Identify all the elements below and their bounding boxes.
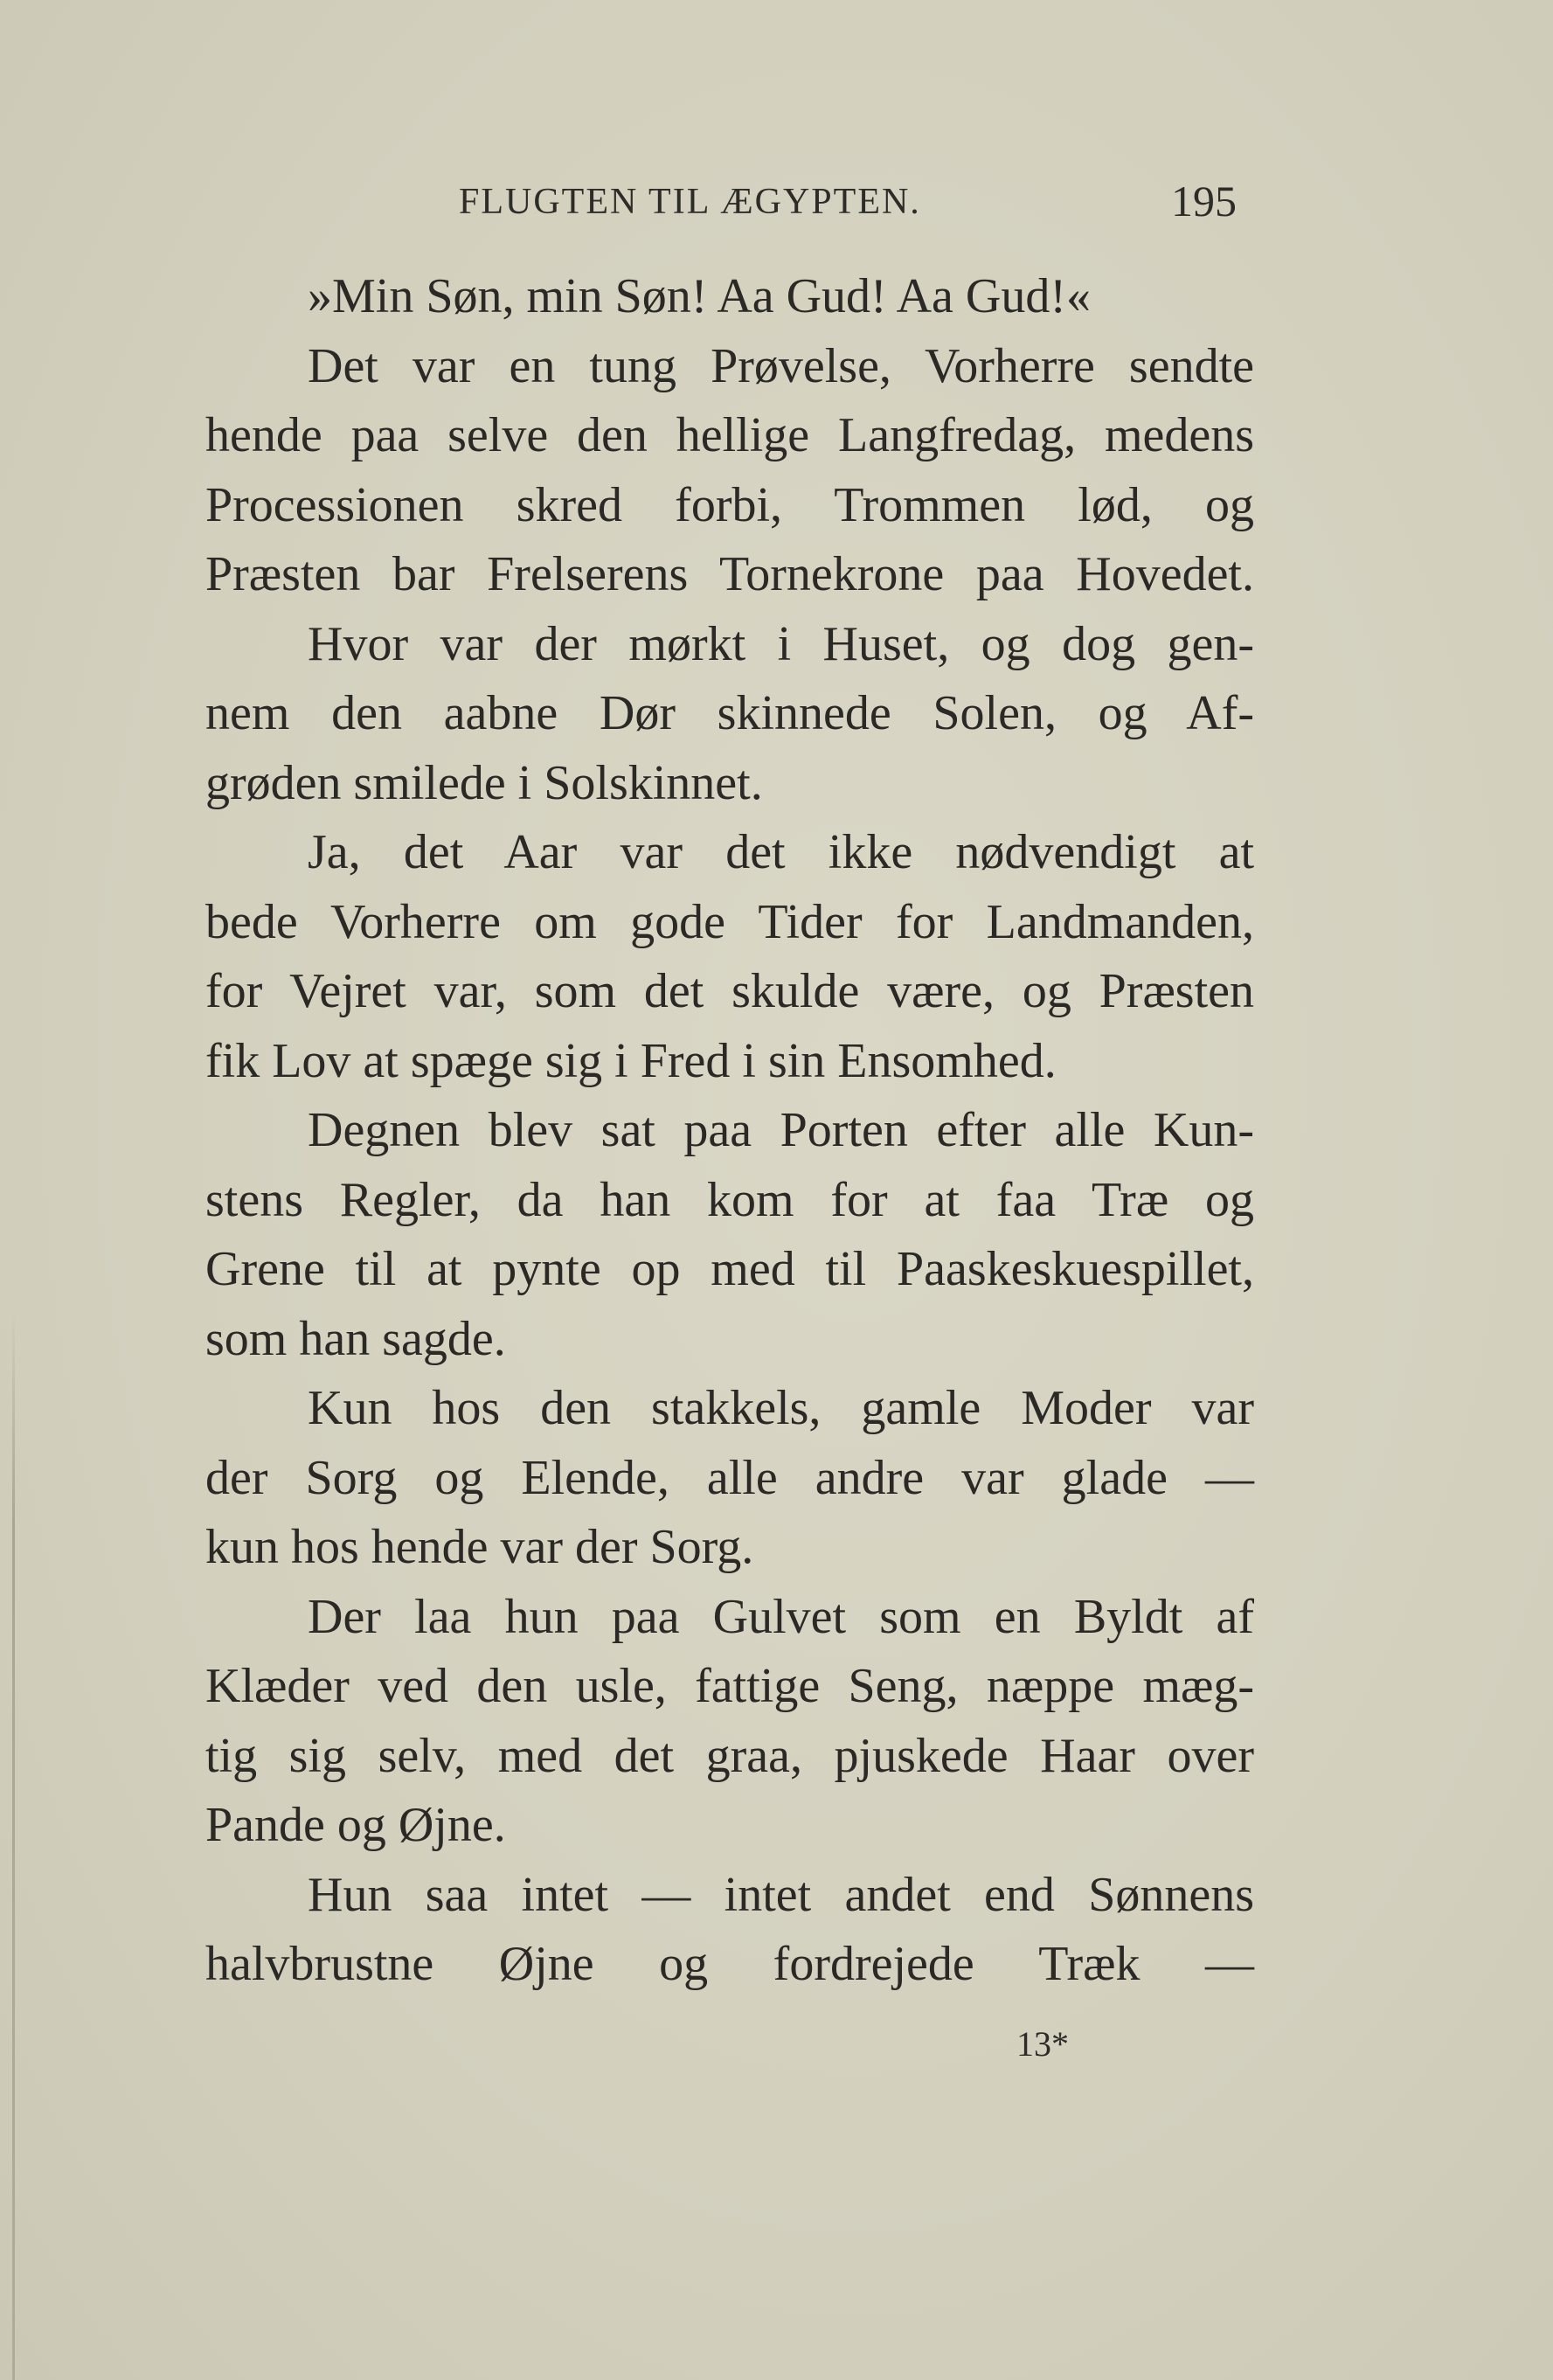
text-line: Degnen blev sat paa Porten efter alle Kun- — [308, 1103, 1254, 1157]
text-line: Ja, det Aar var det ikke nødvendigt at — [308, 825, 1254, 879]
text-line: stens Regler, da han kom for at faa Træ og — [205, 1172, 1254, 1227]
page-number: 195 — [1171, 177, 1237, 226]
text-line: Hun saa intet — intet andet end Sønnens — [308, 1867, 1254, 1922]
text-line: fik Lov at spæge sig i Fred i sin Ensomhed. — [205, 1033, 1057, 1088]
text-line: hende paa selve den hellige Langfredag, medens — [205, 408, 1254, 462]
text-line: Processionen skred forbi, Trommen lød, og — [205, 477, 1254, 532]
text-line: der Sorg og Elende, alle andre var glade — — [205, 1450, 1254, 1505]
running-title: FLUGTEN TIL ÆGYPTEN. — [459, 182, 921, 222]
signature-mark: 13* — [1016, 2024, 1069, 2064]
text-line: Klæder ved den usle, fattige Seng, næppe mæg- — [205, 1659, 1254, 1713]
text-line: Kun hos den stakkels, gamle Moder var — [308, 1381, 1254, 1435]
text-line: Hvor var der mørkt i Huset, og dog gen- — [308, 616, 1254, 671]
text-line: bede Vorherre om gode Tider for Landmanden, — [205, 894, 1254, 949]
text-line: Pande og Øjne. — [205, 1798, 506, 1852]
text-line: grøden smilede i Solskinnet. — [205, 755, 763, 810]
text-line: »Min Søn, min Søn! Aa Gud! Aa Gud!« — [308, 269, 1091, 323]
text-line: tig sig selv, med det graa, pjuskede Haar over — [205, 1728, 1254, 1783]
body-text — [205, 262, 1254, 2000]
page-header — [205, 170, 1254, 240]
text-line: som han sagde. — [205, 1311, 506, 1366]
text-line: Der laa hun paa Gulvet som en Byldt af — [308, 1589, 1254, 1644]
text-line: kun hos hende var der Sorg. — [205, 1520, 754, 1574]
page-edge-shadow — [12, 1311, 15, 2380]
text-line: nem den aabne Dør skinnede Solen, og Af- — [205, 686, 1254, 740]
text-line: Præsten bar Frelserens Tornekrone paa Hovedet. — [205, 547, 1254, 601]
text-line: for Vejret var, som det skulde være, og Præsten — [205, 964, 1254, 1018]
text-line: Det var en tung Prøvelse, Vorherre sendte — [308, 338, 1254, 393]
text-line: Grene til at pynte op med til Paaskeskuespillet, — [205, 1242, 1254, 1296]
text-line: halvbrustne Øjne og fordrejede Træk — — [205, 1937, 1254, 1991]
